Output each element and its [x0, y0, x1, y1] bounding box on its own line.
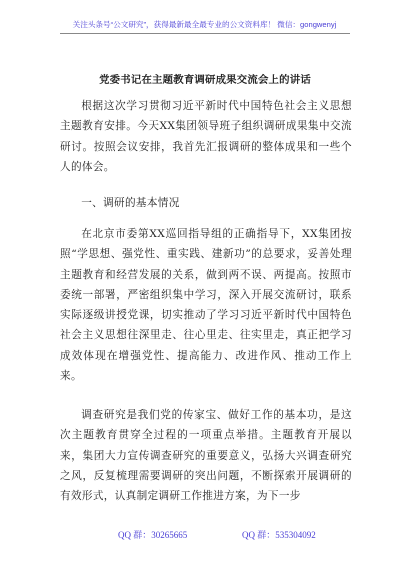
header-divider: [60, 33, 350, 34]
section-heading: 一、调研的基本情况: [81, 197, 180, 209]
paragraph-research: 调查研究是我们党的传家宝、做好工作的基本功，是这次主题教育贯穿全过程的一项重点举措。主题教育开展以来，集团大力宣传调查研究的重要意义，弘扬大兴调查研究之风，反复梳理需要调研的突出问题，不断探索开展调研的有效形式，认真制定调研工作推进方案，为下一步: [60, 409, 352, 503]
document-title: 党委书记在主题教育调研成果交流会上的讲话: [99, 74, 311, 86]
footer-qq-group-right: QQ 群：535304092: [242, 530, 316, 540]
footer: [0, 528, 408, 550]
footer-qq-group-left: QQ 群：30265665: [118, 530, 188, 540]
paragraph-guidance: 在北京市委第XX巡回指导组的正确指导下，XX集团按照“学思想、强党性、重实践、建新功”的总要求，妥善处理主题教育和经营发展的关系，做到两不误、两提高。按照市委统一部署，严密组织集中学习，深入开展交流研讨，联系实际逐级讲授党课，切实推动了学习习近平新时代中国特色社会主义思想往深里走、往心里走、往实里走，真正把学习成效体现在增强党性、提高能力、改进作风、推动工作上来。: [60, 228, 352, 383]
paragraph-intro: 根据这次学习贯彻习近平新时代中国特色社会主义思想主题教育安排。今天XX集团领导班子组织调研成果集中交流研讨。按照会议安排，我首先汇报调研的整体成果和一些个人的体会。: [60, 100, 352, 173]
header-banner: 关注头条号“公文研究”，获得最新最全最专业的公文资料库！ 微信：gongwenyj: [72, 20, 337, 29]
